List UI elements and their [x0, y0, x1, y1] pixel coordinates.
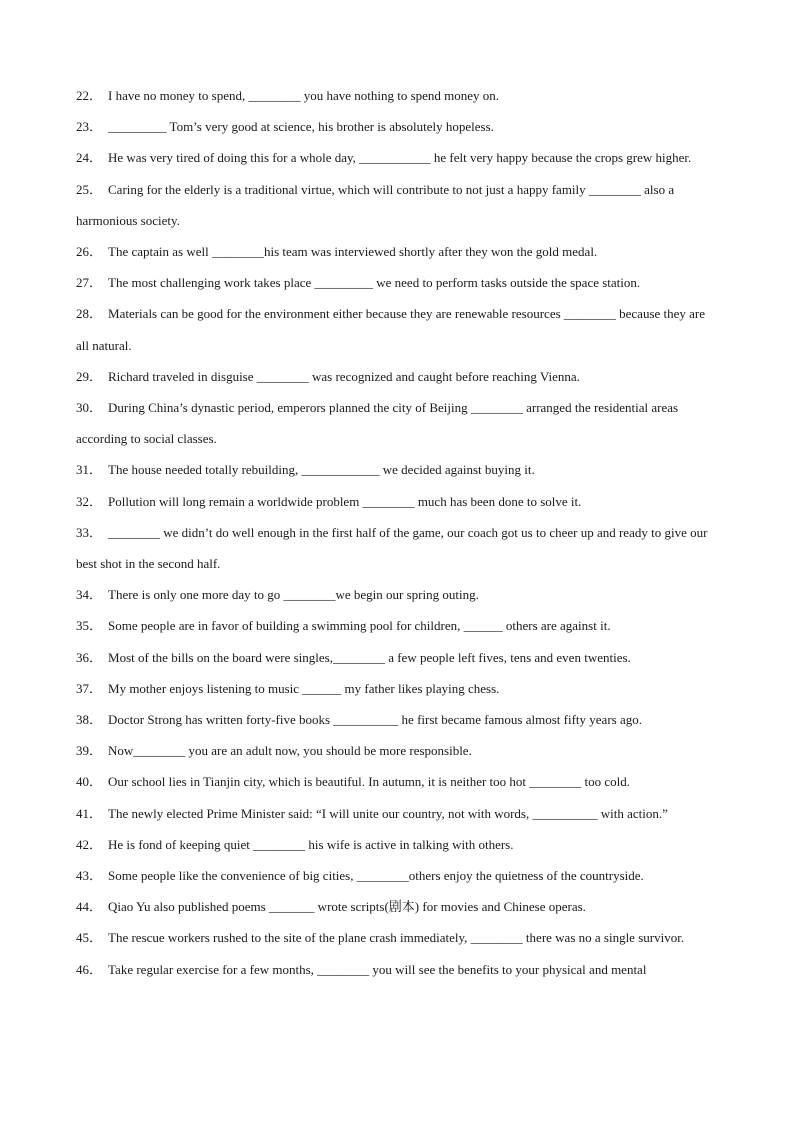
question-number: 31． [76, 462, 103, 478]
question-item [76, 673, 716, 704]
question-item [76, 111, 716, 142]
question-text: Richard traveled in disguise ________ was recognized and caught before reaching Vienna. [108, 368, 580, 384]
question-item [76, 392, 716, 454]
question-text: Our school lies in Tianjin city, which is beautiful. In autumn, it is neither too hot ________ too cold. [108, 774, 631, 790]
question-item [76, 704, 716, 735]
question-item [76, 298, 716, 360]
question-text: I have no money to spend, ________ you have nothing to spend money on. [108, 88, 500, 103]
question-number: 23． [76, 119, 103, 135]
question-item [76, 142, 716, 173]
question-text: My mother enjoys listening to music ______ my father likes playing chess. [108, 680, 500, 696]
question-number: 43． [76, 868, 103, 884]
question-number: 37． [76, 680, 103, 696]
question-item [76, 610, 716, 641]
question-text: During China’s dynastic period, emperors planned the city of Beijing ________ arranged the residential areas according to social classes. [76, 400, 679, 447]
question-text: ________ we didn’t do well enough in the first half of the game, our coach got us to cheer up and ready to give our best shot in the second half. [76, 524, 708, 572]
question-text: Doctor Strong has written forty-five books __________ he first became famous almost fifty years ago. [108, 712, 642, 728]
question-number: 26． [76, 244, 103, 260]
question-number: 34． [76, 587, 103, 603]
question-item [76, 891, 716, 922]
question-item [76, 267, 716, 298]
question-item [76, 798, 716, 829]
question-item [76, 361, 716, 392]
question-item [76, 80, 716, 111]
question-item [76, 236, 716, 267]
question-text: Materials can be good for the environment either because they are renewable resources ________ because they are all natural. [76, 306, 706, 353]
question-text: Some people like the convenience of big cities, ________others enjoy the quietness of the countryside. [108, 868, 644, 884]
question-number: 22． [76, 88, 103, 103]
question-number: 30． [76, 400, 103, 416]
question-item [76, 517, 716, 579]
question-text: The captain as well ________his team was interviewed shortly after they won the gold medal. [108, 244, 598, 260]
question-text: He is fond of keeping quiet ________ his wife is active in talking with others. [108, 836, 514, 852]
question-list [76, 80, 716, 985]
question-number: 35． [76, 618, 103, 634]
question-number: 39． [76, 743, 103, 759]
question-text: The house needed totally rebuilding, ____________ we decided against buying it. [108, 462, 535, 478]
question-text: The rescue workers rushed to the site of the plane crash immediately, ________ there was no a single survivor. [108, 930, 685, 946]
question-number: 42． [76, 836, 103, 852]
question-item [76, 954, 716, 985]
question-item [76, 829, 716, 860]
question-number: 45． [76, 930, 103, 946]
question-text: Take regular exercise for a few months, ________ you will see the benefits to your physical and mental [108, 961, 647, 977]
question-number: 46． [76, 961, 103, 977]
question-text: Some people are in favor of building a swimming pool for children, ______ others are against it. [108, 618, 611, 634]
question-item [76, 766, 716, 797]
question-text: Qiao Yu also published poems _______ wrote scripts(剧本) for movies and Chinese operas. [108, 899, 586, 915]
question-text: He was very tired of doing this for a whole day, ___________ he felt very happy because the crops grew higher. [108, 150, 692, 166]
question-item [76, 454, 716, 485]
question-number: 36． [76, 649, 103, 665]
question-text: _________ Tom’s very good at science, his brother is absolutely hopeless. [108, 119, 494, 135]
question-text: Caring for the elderly is a traditional virtue, which will contribute to not just a happy family ________ also a harmonious society. [76, 181, 675, 228]
question-number: 40． [76, 774, 103, 790]
question-item [76, 922, 716, 953]
question-text: Now________ you are an adult now, you should be more responsible. [108, 743, 472, 759]
question-number: 32． [76, 493, 103, 509]
question-number: 44． [76, 899, 103, 915]
question-text: Pollution will long remain a worldwide problem ________ much has been done to solve it. [108, 493, 582, 509]
question-item [76, 486, 716, 517]
question-text: The most challenging work takes place _________ we need to perform tasks outside the space station. [108, 275, 641, 291]
question-number: 27． [76, 275, 103, 291]
question-item [76, 735, 716, 766]
question-number: 28． [76, 306, 103, 322]
question-number: 41． [76, 805, 103, 821]
question-item [76, 579, 716, 610]
question-item [76, 174, 716, 236]
question-number: 33． [76, 524, 103, 540]
question-text: Most of the bills on the board were singles,________ a few people left fives, tens and even twenties. [108, 649, 631, 665]
question-item [76, 860, 716, 891]
question-text: The newly elected Prime Minister said: “I will unite our country, not with words, __________ with action.” [108, 805, 668, 821]
question-item [76, 642, 716, 673]
question-number: 38． [76, 712, 103, 728]
question-text: There is only one more day to go ________we begin our spring outing. [108, 587, 479, 603]
question-number: 24． [76, 150, 103, 166]
question-number: 25． [76, 181, 103, 197]
question-number: 29． [76, 368, 103, 384]
